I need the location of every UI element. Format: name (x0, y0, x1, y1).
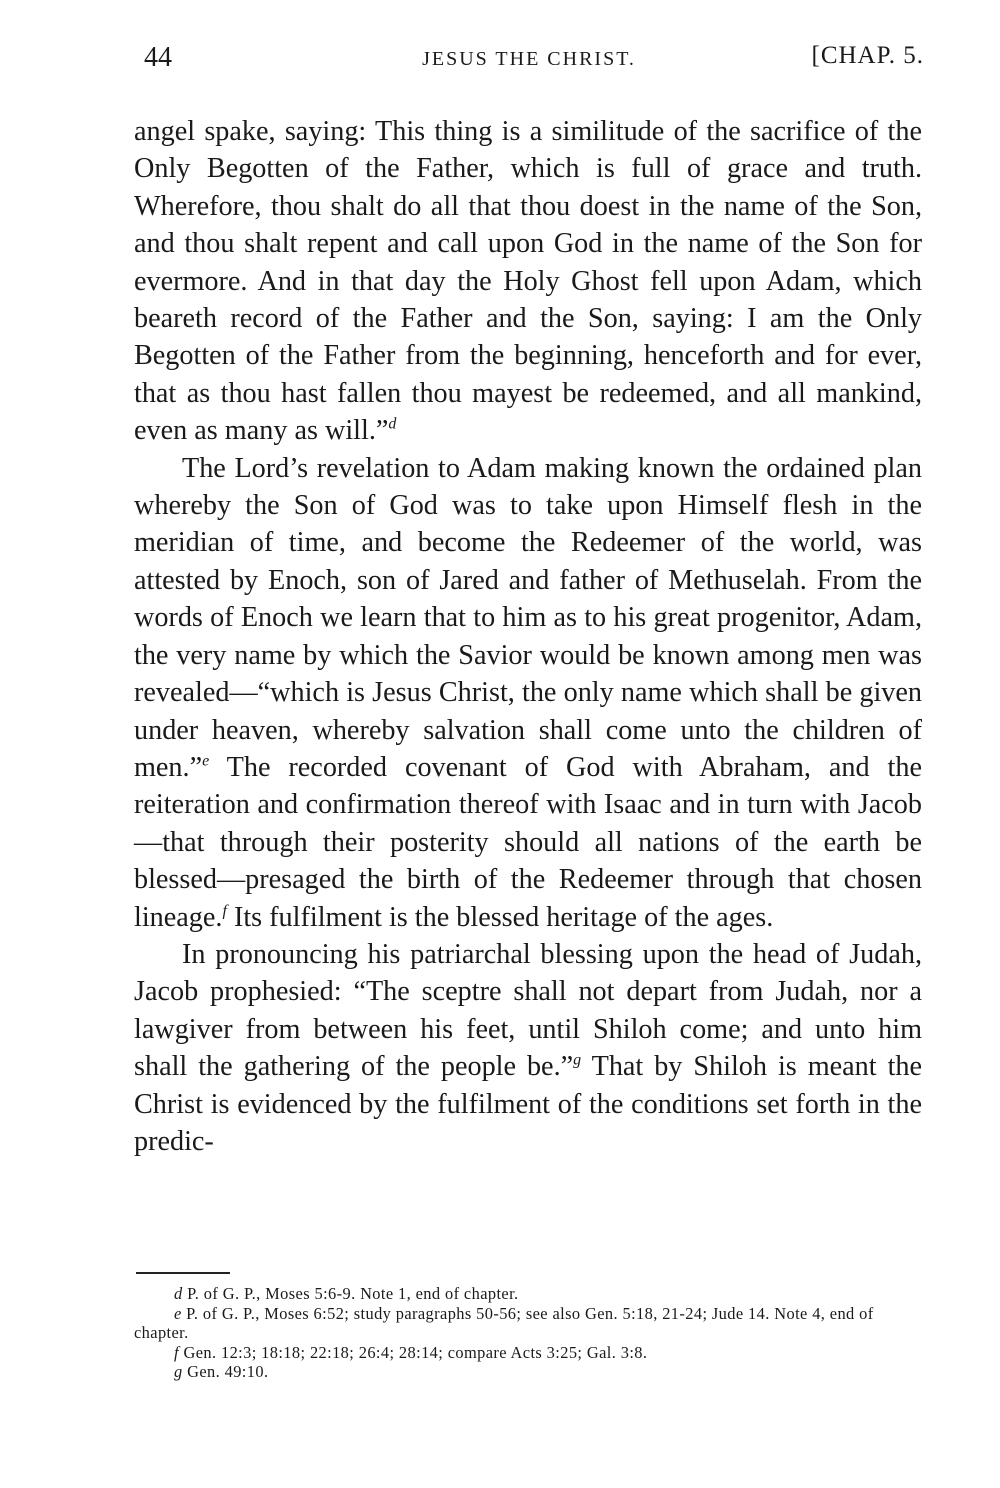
footnote-divider (136, 1272, 230, 1274)
footnote-text: Gen. 49:10. (182, 1362, 269, 1382)
paragraph-3 (134, 936, 922, 1160)
page-number: 44 (144, 42, 172, 73)
running-title: JESUS THE CHRIST. (422, 48, 636, 70)
footnote-text: Gen. 12:3; 18:18; 22:18; 26:4; 28:14; compare Acts 3:25; Gal. 3:8. (178, 1342, 648, 1362)
footnote-e (134, 1304, 924, 1343)
paragraph-2-text-c: Its fulfilment is the blessed heritage of the ages. (226, 901, 774, 933)
footnote-text: P. of G. P., Moses 6:52; study paragraphs 50-56; see also Gen. 5:18, 21-24; Jude 14. Note 4, end of chapter. (134, 1303, 874, 1343)
paragraph-1-text: angel spake, saying: This thing is a similitude of the sacrifice of the Only Begotten of the Father, which is full of grace and truth. Wherefore, thou shalt do all that thou doest in the name of the Son, and thou shalt repent and call upon God in the name of the Son for evermore. And in that day the Holy Ghost fell upon Adam, which beareth record of the Father and the Son, saying: I am the Only Begotten of the Father from the beginning, henceforth and for ever, that as thou hast fallen thou mayest be redeemed, and all mankind, even as many as will.” (134, 116, 922, 447)
paragraph-3-text-b: That by Shiloh is meant the Christ is evidenced by the fulfilment of the conditions set forth in the predic- (134, 1051, 922, 1157)
footnote-g (134, 1362, 924, 1382)
paragraph-2-text-a: The Lord’s revelation to Adam making known the ordained plan whereby the Son of God was to take upon Himself flesh in the meridian of time, and become the Redeemer of the world, was attested by Enoch, son of Jared and father of Methuselah. From the words of Enoch we learn that to him as to his great progenitor, Adam, the very name by which the Savior would be known among men was revealed—“which is Jesus Christ, the only name which shall be given under heaven, whereby salvation shall come unto the children of men.” (134, 452, 922, 783)
footnote-mark: d (174, 1284, 183, 1303)
footnote-f (134, 1343, 924, 1363)
paragraph-3-text-a: In pronouncing his patriarchal blessing upon the head of Judah, Jacob prophesied: “The sceptre shall not depart from Judah, nor a lawgiver from between his feet, until Shiloh come; and unto him shall the gathering of the people be.” (134, 938, 922, 1083)
paragraph-2 (134, 450, 922, 936)
paragraph-1 (134, 113, 922, 450)
body-text (134, 113, 922, 1160)
footnote-mark: g (174, 1362, 183, 1382)
footnotes (134, 1284, 924, 1382)
footnote-ref-e: e (202, 752, 210, 770)
footnote-ref-f: f (222, 902, 227, 920)
running-head (134, 36, 924, 76)
footnote-d (134, 1284, 924, 1304)
footnote-mark: e (174, 1303, 182, 1323)
footnote-text: P. of G. P., Moses 5:6-9. Note 1, end of chapter. (182, 1284, 519, 1303)
footnote-ref-d: d (388, 415, 397, 433)
paragraph-2-text-b: The recorded covenant of God with Abraham, and the reiteration and confirmation thereof with Isaac and in turn with Jacob—that through their posterity should all nations of the earth be blessed—presaged the birth of the Redeemer through that chosen lineage. (134, 751, 922, 933)
footnote-mark: f (174, 1342, 179, 1362)
footnote-ref-g: g (573, 1051, 582, 1069)
chapter-marker: [CHAP. 5. (811, 42, 924, 69)
